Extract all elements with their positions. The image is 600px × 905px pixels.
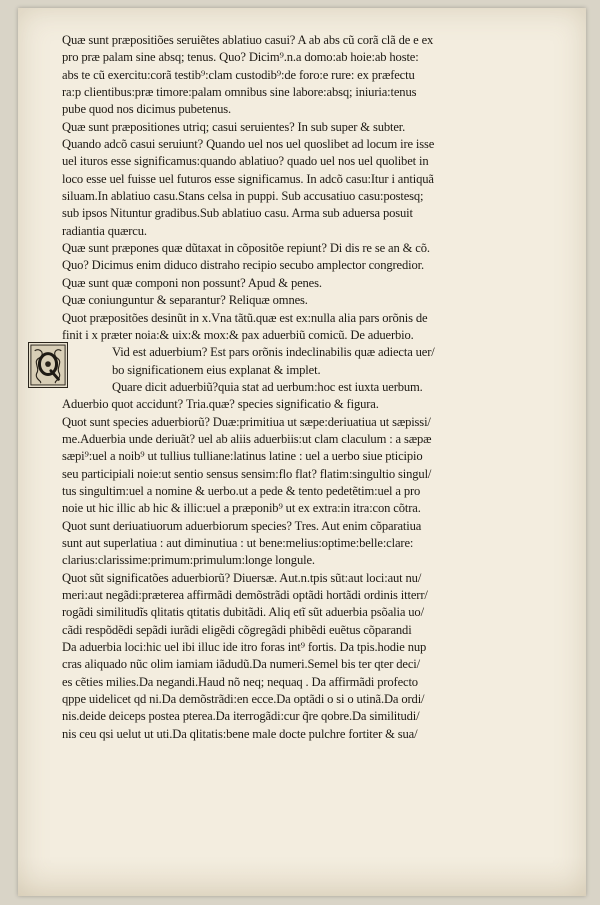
text-line: Quæ sunt præpositiões seruiẽtes ablatiuo casui? A ab abs cũ corã clã de e ex — [62, 33, 434, 47]
text-line: radiantia quærcu. — [62, 223, 147, 238]
text-line: seu participiali noie:ut sentio sensus sensim:flo flat? flatim:singultio singul/ — [62, 466, 432, 481]
text-line: Quare dicit aduerbiũ?quia stat ad uerbum:hoc est iuxta uerbum. — [112, 379, 423, 394]
text-line: Vid est aduerbium? Est pars orõnis indeclinabilis quæ adiecta uer/ — [112, 345, 435, 360]
text-line: pube quod nos dicimus pubetenus. — [62, 102, 232, 117]
text-line: nis ceu qsi uelut ut uti.Da qlitatis:bene male docte pulchre fortiter & sua/ — [62, 726, 418, 741]
text-line: noie ut hic illic ab hic & illic:uel a præponib⁹ ut ex extra:in itra:con cõtra. — [62, 501, 421, 516]
text-line: pro præ palam sine absq; tenus. Quo? Dicim⁹.n.a domo:ab hoie:ab hoste: — [62, 50, 419, 65]
page-edge-shading — [18, 856, 586, 896]
text-line: cãdi respõdẽdi sepãdi iurãdi eligẽdi cõgregãdi phibẽdi euẽtus cõparandi — [62, 622, 412, 637]
text-line: Quæ sunt præpones quæ dũtaxat in cõpositõe repiunt? Di dis re se an & cõ. — [62, 241, 430, 256]
text-line: sub ipsos Nituntur gradibus.Sub ablatiuo casu. Arma sub aduersa posuit — [62, 206, 413, 221]
text-line: rogãdi similitudĩs qlitatis qtitatis dubitãdi. Aliq etĩ sũt aduerbia psõalia uo/ — [62, 605, 424, 620]
text-line: Da aduerbia loci:hic uel ibi illuc ide itro foras int⁹ fortis. Da tpis.hodie nup — [62, 640, 427, 655]
text-line: clarius:clarissime:primum:primulum:longe longule. — [62, 553, 315, 568]
text-line: meri:aut negãdi:præterea affirmãdi demõstrãdi optãdi hortãdi ordinis itterr/ — [62, 588, 428, 602]
text-line: ra:p clientibus:præ timore:palam omnibus sine labore:absq; iniuria:tenus — [62, 85, 417, 100]
text-line: es cẽties milies.Da negandi.Haud nõ neq; nequaq . Da affirmãdi profecto — [62, 674, 418, 689]
text-line: sæpi⁹:uel a noib⁹ ut tullius tulliane:latinus latine : uel a uerbo siue pticipio — [62, 449, 423, 464]
text-line: nis.deide deiceps postea pterea.Da iterrogãdi:cur q̃re qobre.Da similitudi/ — [62, 709, 420, 724]
text-line: Quot sunt deriuatiuorum aduerbiorum species? Tres. Aut enim cõparatiua — [62, 518, 422, 533]
text-line: uel ituros esse significamus:quando ablatiuo? quado uel nos uel quolibet in — [62, 154, 429, 169]
text-line: tus singultim:uel a nomine & uerbo.ut a pede & tento pedetẽtim:uel a pro — [62, 483, 421, 498]
text-line: Quæ sunt quæ componi non possunt? Apud & penes. — [62, 275, 322, 290]
text-line: cras aliquado nũc olim iamiam iãdudũ.Da numeri.Semel bis ter qter deci/ — [62, 657, 420, 672]
text-line: bo significationem eius explanat & implet. — [112, 362, 321, 377]
text-line: me.Aduerbia unde deriuãt? uel ab aliis aduerbiis:ut clam claculum : a sæpæ — [62, 431, 432, 446]
text-line: siluam.In ablatiuo casu.Stans celsa in puppi. Sub accusatiuo casu:postesq; — [62, 189, 424, 204]
book-page — [18, 8, 586, 896]
text-line: Quo? Dicimus enim diduco distraho recipio secubo amplector congredior. — [62, 258, 424, 273]
text-line: finit i x præter noia:& uix:& mox:& pax aduerbiũ comicũ. De aduerbio. — [62, 327, 414, 342]
page-text — [62, 32, 574, 743]
text-line: Quot præpositões desinũt in x.Vna tãtũ.quæ est ex:nulla alia pars orõnis de — [62, 310, 428, 325]
text-line: qppe uidelicet qd ni.Da demõstrãdi:en ecce.Da optãdi o si o utinã.Da ordi/ — [62, 692, 425, 707]
text-line: Quot sũt significatões aduerbiorũ? Diuersæ. Aut.n.tpis sũt:aut loci:aut nu/ — [62, 570, 422, 585]
text-line: loco esse uel fuisse uel futuros esse significamus. In adcõ casu:Itur i antiquã — [62, 171, 434, 186]
text-line: Quot sunt species aduerbiorũ? Duæ:primitiua ut sæpe:deriuatiua ut sæpissi/ — [62, 414, 431, 429]
decorated-initial-q-icon — [28, 342, 68, 388]
text-line: sunt aut superlatiua : aut diminutiua : ut bene:melius:optime:belle:clare: — [62, 535, 414, 550]
text-line: abs te cũ exercitu:corã testib⁹:clam custodib⁹:de foro:e rure: ex præfectu — [62, 67, 415, 82]
text-line: Quando adcõ casui seruiunt? Quando uel nos uel quoslibet ad locum ire isse — [62, 137, 435, 152]
text-line: Quæ coniunguntur & separantur? Reliquæ omnes. — [62, 293, 308, 308]
text-line: Quæ sunt præpositiones utriq; casui seruientes? In sub super & subter. — [62, 119, 406, 134]
text-line: Aduerbio quot accidunt? Tria.quæ? species significatio & figura. — [62, 397, 379, 412]
